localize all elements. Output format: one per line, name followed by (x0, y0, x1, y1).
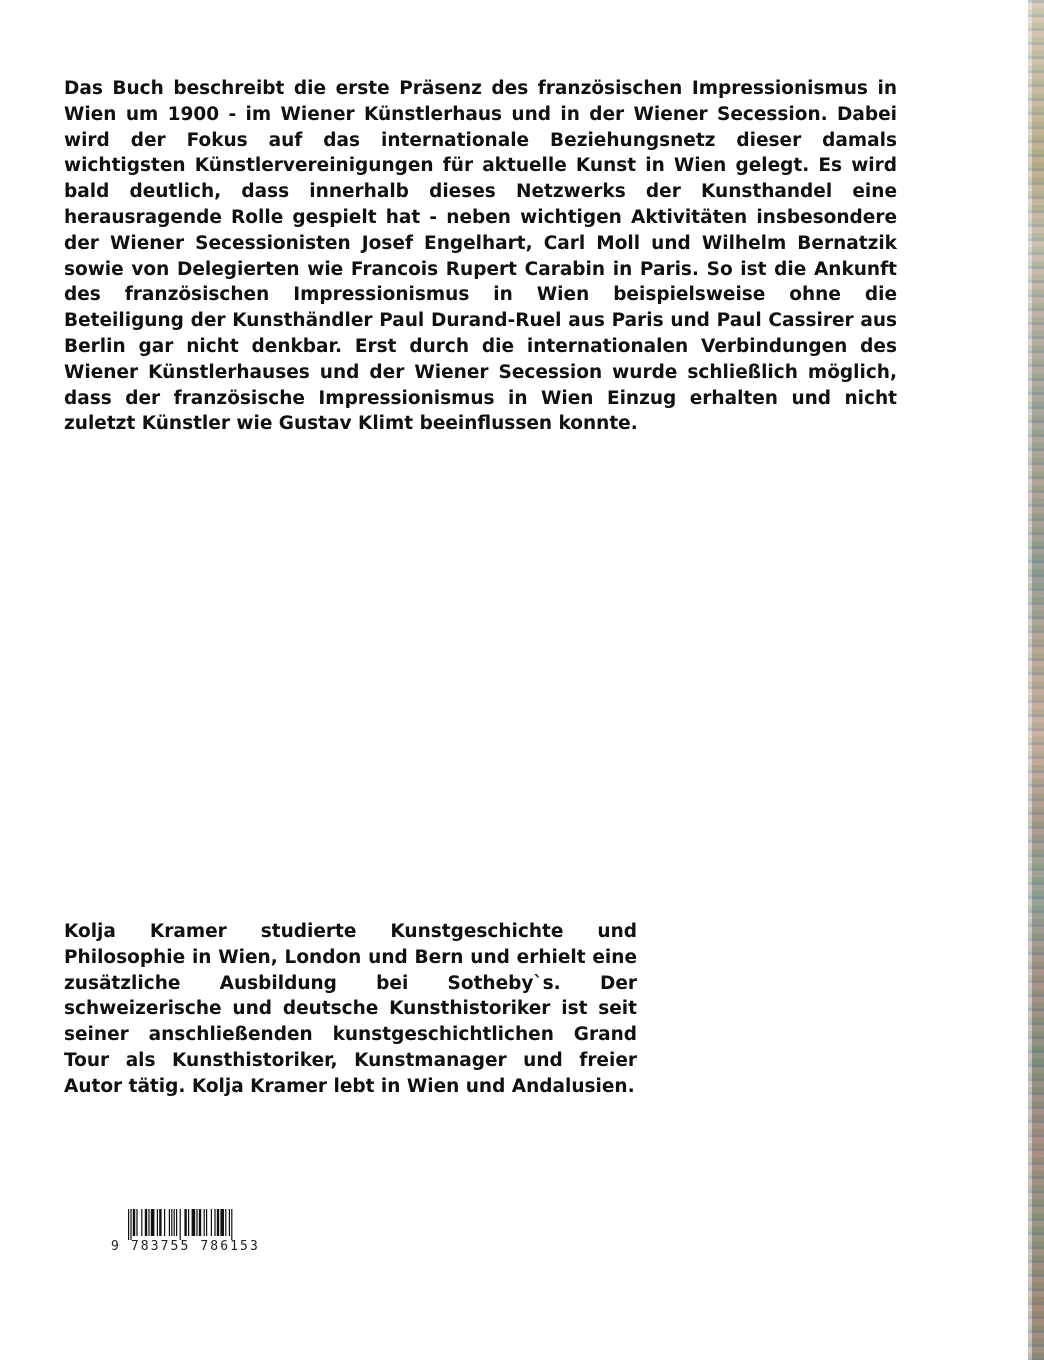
author-bio: Kolja Kramer studierte Kunstgeschichte und Philosophie in Wien, London und Bern und erhielt eine zusätzliche Ausbildung bei Sotheby`s. Der schweizerische und deutsche Kunsthistoriker ist seit seiner anschließenden kunstgeschichtlichen Grand Tour als Kunsthistoriker, Kunstmanager und freier Autor tätig. Kolja Kramer lebt in Wien und Andalusien. (64, 921, 637, 1097)
barcode-bar (130, 1209, 131, 1240)
barcode-bar (157, 1209, 158, 1236)
barcode-bar (192, 1209, 196, 1236)
barcode-bar (188, 1209, 189, 1236)
barcode-bar (136, 1209, 137, 1236)
barcode-bar (171, 1209, 172, 1236)
isbn-barcode (111, 1209, 281, 1256)
barcode-bar (164, 1209, 165, 1236)
barcode-bar (159, 1209, 161, 1236)
barcode-bar (199, 1209, 201, 1236)
barcode-bar (225, 1209, 226, 1236)
barcode-bar (176, 1209, 177, 1236)
barcode-bar (184, 1209, 186, 1236)
barcode-bar (217, 1209, 219, 1236)
barcode-bar (211, 1209, 212, 1236)
barcode-bar (229, 1209, 230, 1236)
barcode-bar (141, 1209, 142, 1236)
barcode-bar (231, 1209, 232, 1240)
barcode-bar (180, 1209, 181, 1240)
barcode-bar (169, 1209, 170, 1236)
barcode-digits: 9 783755 786153 (111, 1239, 260, 1254)
barcode-bar (133, 1209, 135, 1236)
barcode-bar (196, 1209, 197, 1236)
barcode-bar (151, 1209, 155, 1236)
barcode-bar (214, 1209, 215, 1236)
book-description: Das Buch beschreibt die erste Präsenz des französischen Impressionismus in Wien um 1900 - im Wiener Künstlerhaus und in der Wiener Secession. Dabei wird der Fokus auf das internationale Beziehungsnetz dieser damals wichtigsten Künstlervereinigungen für aktuelle Kunst in Wien gelegt. Es wird bald deutlich, dass innerhalb dieses Netzwerks der Kunsthandel eine herausragende Rolle gespielt hat - neben wichtigen Aktivitäten insbesondere der Wiener Secessionisten Josef Engelhart, Carl Moll und Wilhelm Bernatzik sowie von Delegierten wie Francois Rupert Carabin in Paris. So ist die Ankunft des französischen Impressionismus in Wien beispielsweise ohne die Beteiligung der Kunsthändler Paul Durand-Ruel aus Paris und Paul Cassirer aus Berlin gar nicht denkbar. Erst durch die internationalen Verbindungen des Wiener Künstlerhauses und der Wiener Secession wurde schließlich möglich, dass der französische Impressionismus in Wien Einzug erhalten und nicht zuletzt Künstler wie Gustav Klimt beeinflussen konnte. (64, 78, 897, 435)
barcode-bar (174, 1209, 175, 1236)
barcode-bar (204, 1209, 205, 1236)
cover-art-edge (1028, 0, 1044, 1360)
barcode-bar (206, 1209, 207, 1236)
barcode-bar (220, 1209, 224, 1236)
barcode-bar (128, 1209, 129, 1240)
barcode-bar (148, 1209, 149, 1236)
barcode-bar (145, 1209, 147, 1236)
barcode-bars (128, 1209, 278, 1240)
